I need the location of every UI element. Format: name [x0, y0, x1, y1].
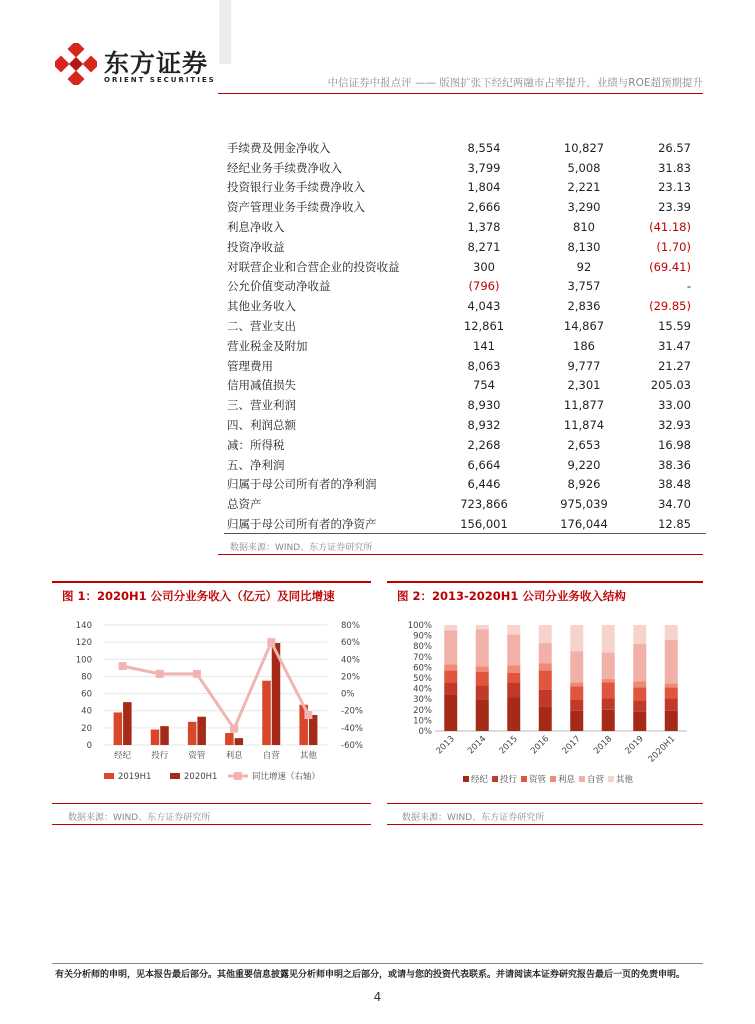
y2-tick-label: 20% [341, 672, 360, 683]
stacked-segment [539, 671, 552, 690]
stacked-segment [444, 630, 457, 664]
fig2-source: 数据来源：WIND、东方证券研究所 [402, 813, 545, 823]
stacked-segment [633, 644, 646, 681]
row-value-2019h1: 1,378 [467, 220, 501, 235]
row-value-2019h1: 8,930 [467, 398, 501, 413]
x-tick-label: 资管 [188, 751, 206, 761]
footer-disclaimer: 有关分析师的申明，见本报告最后部分。其他重要信息披露见分析师申明之后部分，或请与您的投资代表联系。并请阅读本证券研究报告最后一页的免责申明。 [55, 970, 686, 980]
table-row [224, 376, 706, 396]
y-tick-label: 10% [413, 716, 432, 727]
row-label: 管理费用 [227, 358, 273, 373]
row-value-2020h1: 2,221 [567, 180, 601, 195]
row-label: 对联营企业和合营企业的投资收益 [227, 259, 400, 274]
table-row [224, 395, 706, 415]
stacked-segment [570, 699, 583, 711]
y-tick-label: 40% [413, 684, 432, 695]
row-value-2020h1: 2,653 [567, 437, 601, 452]
fig2-mid-rule [387, 803, 703, 804]
row-value-yoy: (69.41) [649, 259, 691, 274]
stacked-segment [633, 681, 646, 687]
stacked-segment [444, 625, 457, 630]
y-tick-label: 50% [413, 674, 432, 684]
stacked-segment [539, 690, 552, 707]
table-row [224, 138, 706, 158]
row-label: 二、营业支出 [227, 319, 296, 334]
row-value-yoy: 21.27 [658, 358, 691, 373]
x-tick-label: 2019 [623, 734, 646, 757]
legend-label-2020h1: 2020H1 [184, 772, 218, 782]
stacked-segment [602, 710, 615, 731]
x-tick-label: 2013 [434, 734, 457, 757]
row-value-yoy: 34.70 [658, 497, 691, 512]
stacked-segment [633, 700, 646, 712]
legend-label: 其他 [616, 775, 634, 785]
bar-2019h1 [114, 712, 123, 745]
table-row [224, 197, 706, 217]
row-value-2020h1: 11,874 [563, 418, 605, 433]
row-label: 归属于母公司所有者的净利润 [227, 477, 377, 492]
row-value-yoy: 38.48 [658, 477, 691, 492]
row-value-2019h1: 3,799 [467, 160, 501, 175]
fig2-chart [387, 610, 703, 790]
row-value-yoy: 31.47 [658, 338, 691, 353]
stacked-segment [570, 682, 583, 686]
stacked-segment [476, 672, 489, 686]
stacked-segment [602, 698, 615, 710]
bar-2020h1 [160, 726, 169, 745]
legend-label-2019h1: 2019H1 [118, 772, 152, 782]
stacked-segment [665, 711, 678, 731]
bar-2020h1 [123, 702, 132, 745]
point-marker-yoy [119, 662, 127, 670]
legend-label: 利息 [558, 775, 576, 785]
y-tick-label: 140 [75, 621, 92, 631]
x-tick-label: 投行 [151, 751, 169, 761]
row-value-yoy: 23.39 [658, 200, 691, 215]
row-value-2019h1: 6,664 [467, 457, 501, 472]
row-value-2019h1: 8,271 [467, 239, 501, 254]
row-value-2020h1: 3,290 [567, 200, 601, 215]
fig1-bottom-rule [52, 824, 371, 825]
row-label: 手续费及佣金净收入 [227, 140, 331, 155]
y2-tick-label: -60% [341, 741, 363, 751]
table-row [224, 277, 706, 297]
row-value-2020h1: 14,867 [563, 319, 605, 334]
y-tick-label: 100 [75, 655, 92, 666]
fig1-top-rule [52, 581, 371, 583]
row-label: 四、利润总额 [227, 418, 296, 433]
y-tick-label: 60% [413, 663, 432, 674]
stacked-segment [665, 698, 678, 711]
row-label: 三、营业利润 [227, 398, 296, 413]
y-tick-label: 40 [81, 706, 92, 717]
x-tick-label: 2017 [560, 734, 583, 757]
stacked-segment [633, 625, 646, 644]
row-value-2020h1: 92 [576, 259, 592, 274]
y-tick-label: 0 [86, 741, 92, 751]
legend-swatch [550, 776, 556, 782]
y-tick-label: 70% [413, 652, 432, 663]
row-label: 投资净收益 [227, 239, 285, 254]
table-row [224, 435, 706, 455]
y-tick-label: 0% [418, 727, 432, 737]
row-value-yoy: (1.70) [656, 239, 691, 254]
row-value-yoy: 32.93 [658, 418, 691, 433]
legend-swatch [579, 776, 585, 782]
row-value-2019h1: 4,043 [467, 299, 501, 314]
stacked-segment [476, 666, 489, 671]
y-tick-label: 100% [407, 621, 432, 631]
stacked-segment [476, 625, 489, 629]
row-label: 其他业务收入 [227, 299, 296, 314]
stacked-segment [444, 671, 457, 683]
legend-marker-yoy [234, 772, 242, 780]
stacked-segment [507, 682, 520, 697]
row-value-2020h1: 810 [573, 220, 595, 235]
table-row [224, 158, 706, 178]
legend-label-yoy: 同比增速（右轴） [252, 772, 321, 782]
fig2-bottom-rule [387, 824, 703, 825]
stacked-segment [665, 688, 678, 699]
row-value-2019h1: 12,861 [463, 319, 505, 334]
stacked-segment [665, 683, 678, 687]
row-value-yoy: 12.85 [639, 514, 706, 534]
y-tick-label: 30% [413, 695, 432, 706]
row-value-2020h1: 176,044 [529, 514, 639, 534]
row-value-2019h1: 8,932 [467, 418, 501, 433]
stacked-segment [507, 625, 520, 635]
fig1-source: 数据来源：WIND、东方证券研究所 [68, 813, 211, 823]
stacked-segment [539, 707, 552, 731]
fig2-top-rule [387, 581, 703, 583]
stacked-segment [665, 625, 678, 640]
stacked-segment [476, 685, 489, 699]
legend-label: 自营 [587, 775, 605, 785]
x-tick-label: 2020H1 [646, 734, 678, 765]
stacked-segment [476, 699, 489, 731]
y-tick-label: 60 [81, 689, 92, 700]
row-label: 减：所得税 [227, 437, 285, 452]
header-divider [218, 93, 703, 94]
x-tick-label: 2016 [528, 734, 552, 757]
row-label: 公允价值变动净收益 [227, 279, 331, 294]
stacked-segment [507, 673, 520, 683]
legend-label: 经纪 [471, 775, 489, 785]
stacked-segment [444, 664, 457, 670]
y2-tick-label: 0% [341, 689, 355, 700]
table-row [224, 514, 706, 534]
row-value-2020h1: 8,130 [567, 239, 601, 254]
fig1-title: 图 1：2020H1 公司分业务收入（亿元）及同比增速 [62, 589, 335, 603]
row-value-yoy: 33.00 [658, 398, 691, 413]
row-label: 信用减值损失 [227, 378, 296, 393]
row-value-2020h1: 2,301 [567, 378, 601, 393]
table-source: 数据来源：WIND、东方证券研究所 [230, 543, 373, 553]
y-tick-label: 80% [413, 642, 432, 653]
row-value-yoy: 16.98 [658, 437, 691, 452]
x-tick-label: 利息 [225, 751, 243, 761]
stacked-segment [570, 711, 583, 731]
row-value-yoy: 38.36 [658, 457, 691, 472]
logo-text: 东方证券 [104, 49, 209, 78]
row-value-2019h1: 2,666 [467, 200, 501, 215]
report-subtitle: 中信证券中报点评 —— 版图扩张下经纪两融市占率提升，业绩与ROE超预期提升 [327, 77, 703, 89]
y-tick-label: 20 [81, 723, 92, 734]
row-value-2020h1: 8,926 [567, 477, 601, 492]
row-value-yoy: 15.59 [658, 319, 691, 334]
stacked-segment [507, 635, 520, 666]
bar-2020h1 [309, 715, 318, 745]
row-value-yoy: 31.83 [658, 160, 691, 175]
row-label: 利息净收入 [227, 220, 285, 235]
legend-swatch-2020h1 [170, 773, 180, 779]
table-row [224, 316, 706, 336]
y2-tick-label: 60% [341, 638, 360, 649]
bar-2019h1 [225, 733, 234, 745]
table-row [224, 237, 706, 257]
row-value-2019h1: 754 [473, 378, 495, 393]
stacked-segment [633, 712, 646, 731]
income-table [224, 138, 706, 534]
series-line-yoy [123, 642, 309, 729]
y-tick-label: 120 [75, 638, 92, 649]
y2-tick-label: -20% [341, 706, 363, 717]
row-value-yoy: (29.85) [649, 299, 691, 314]
y-tick-label: 80 [81, 672, 92, 683]
legend-swatch [492, 776, 498, 782]
stacked-segment [539, 663, 552, 670]
point-marker-yoy [156, 670, 164, 678]
row-value-2019h1: 1,804 [467, 180, 501, 195]
point-marker-yoy [267, 638, 275, 646]
footer-divider [52, 963, 703, 964]
logo-mark-icon [55, 43, 97, 85]
bar-2020h1 [197, 717, 206, 745]
legend-swatch [463, 776, 469, 782]
stacked-segment [444, 682, 457, 695]
row-label: 投资银行业务手续费净收入 [227, 180, 365, 195]
row-label: 总资产 [227, 497, 262, 512]
row-value-2019h1: (796) [468, 279, 500, 294]
row-value-2020h1: 2,836 [567, 299, 601, 314]
fig1-chart [52, 610, 371, 790]
row-label: 归属于母公司所有者的净资产 [224, 514, 439, 534]
stacked-segment [539, 625, 552, 643]
table-row [224, 217, 706, 237]
table-row [224, 356, 706, 376]
logo-subtext: ORIENT SECURITIES [104, 76, 216, 84]
row-value-2020h1: 10,827 [563, 140, 605, 155]
row-value-2019h1: 6,446 [467, 477, 501, 492]
row-value-2019h1: 723,866 [460, 497, 508, 512]
y2-tick-label: 80% [341, 621, 360, 631]
row-value-2020h1: 186 [573, 338, 595, 353]
stacked-segment [602, 679, 615, 682]
x-tick-label: 其他 [299, 751, 317, 761]
legend-label: 资管 [529, 775, 547, 785]
row-value-2019h1: 8,063 [467, 358, 501, 373]
point-marker-yoy [304, 711, 312, 719]
stacked-segment [602, 682, 615, 698]
header-band [219, 0, 231, 64]
stacked-segment [602, 653, 615, 680]
stacked-segment [665, 640, 678, 683]
row-value-2019h1: 141 [473, 338, 495, 353]
row-value-yoy: (41.18) [649, 220, 691, 235]
x-tick-label: 2015 [497, 734, 520, 757]
table-row [224, 415, 706, 435]
row-label: 五、净利润 [227, 457, 285, 472]
stacked-segment [507, 665, 520, 672]
point-marker-yoy [230, 725, 238, 733]
table-row [224, 257, 706, 277]
legend-label: 投行 [500, 775, 518, 785]
x-tick-label: 自营 [262, 751, 280, 761]
stacked-segment [539, 643, 552, 663]
row-value-2019h1: 300 [473, 259, 495, 274]
row-value-2019h1: 156,001 [439, 514, 529, 534]
point-marker-yoy [193, 670, 201, 678]
row-value-2020h1: 5,008 [567, 160, 601, 175]
row-value-2019h1: 8,554 [467, 140, 501, 155]
x-tick-label: 2014 [465, 734, 489, 757]
x-tick-label: 经纪 [114, 751, 132, 761]
bar-2019h1 [188, 722, 197, 745]
row-label: 经纪业务手续费净收入 [227, 160, 342, 175]
row-value-yoy: 23.13 [658, 180, 691, 195]
stacked-segment [507, 697, 520, 731]
y-tick-label: 90% [413, 631, 432, 642]
table-row [224, 178, 706, 198]
row-value-yoy: - [686, 279, 691, 294]
stacked-segment [570, 652, 583, 683]
row-value-yoy: 205.03 [650, 378, 691, 393]
table-source-divider [218, 554, 703, 555]
row-value-2020h1: 3,757 [567, 279, 601, 294]
stacked-segment [476, 629, 489, 666]
stacked-segment [444, 695, 457, 731]
stacked-segment [570, 686, 583, 699]
legend-swatch [521, 776, 527, 782]
legend-swatch-2019h1 [104, 773, 114, 779]
table-row [224, 336, 706, 356]
row-value-yoy: 26.57 [658, 140, 691, 155]
row-value-2020h1: 9,777 [567, 358, 601, 373]
stacked-segment [570, 625, 583, 652]
fig2-title: 图 2：2013-2020H1 公司分业务收入结构 [397, 589, 626, 603]
bar-2019h1 [151, 730, 160, 745]
stacked-segment [602, 625, 615, 653]
bar-2020h1 [235, 738, 244, 745]
table-row [224, 494, 706, 514]
y2-tick-label: -40% [341, 723, 363, 734]
legend-swatch [608, 776, 614, 782]
page-number: 4 [373, 990, 382, 1004]
row-value-2019h1: 2,268 [467, 437, 501, 452]
row-value-2020h1: 11,877 [563, 398, 605, 413]
table-row [224, 296, 706, 316]
bar-2019h1 [262, 681, 271, 745]
row-label: 资产管理业务手续费净收入 [227, 200, 365, 215]
stacked-segment [633, 688, 646, 701]
x-tick-label: 2018 [591, 734, 615, 757]
row-value-2020h1: 9,220 [567, 457, 601, 472]
fig1-mid-rule [52, 803, 371, 804]
y-tick-label: 20% [413, 705, 432, 716]
y2-tick-label: 40% [341, 655, 360, 666]
row-label: 营业税金及附加 [227, 338, 308, 353]
row-value-2020h1: 975,039 [560, 497, 608, 512]
table-row [224, 455, 706, 475]
table-row [224, 475, 706, 495]
